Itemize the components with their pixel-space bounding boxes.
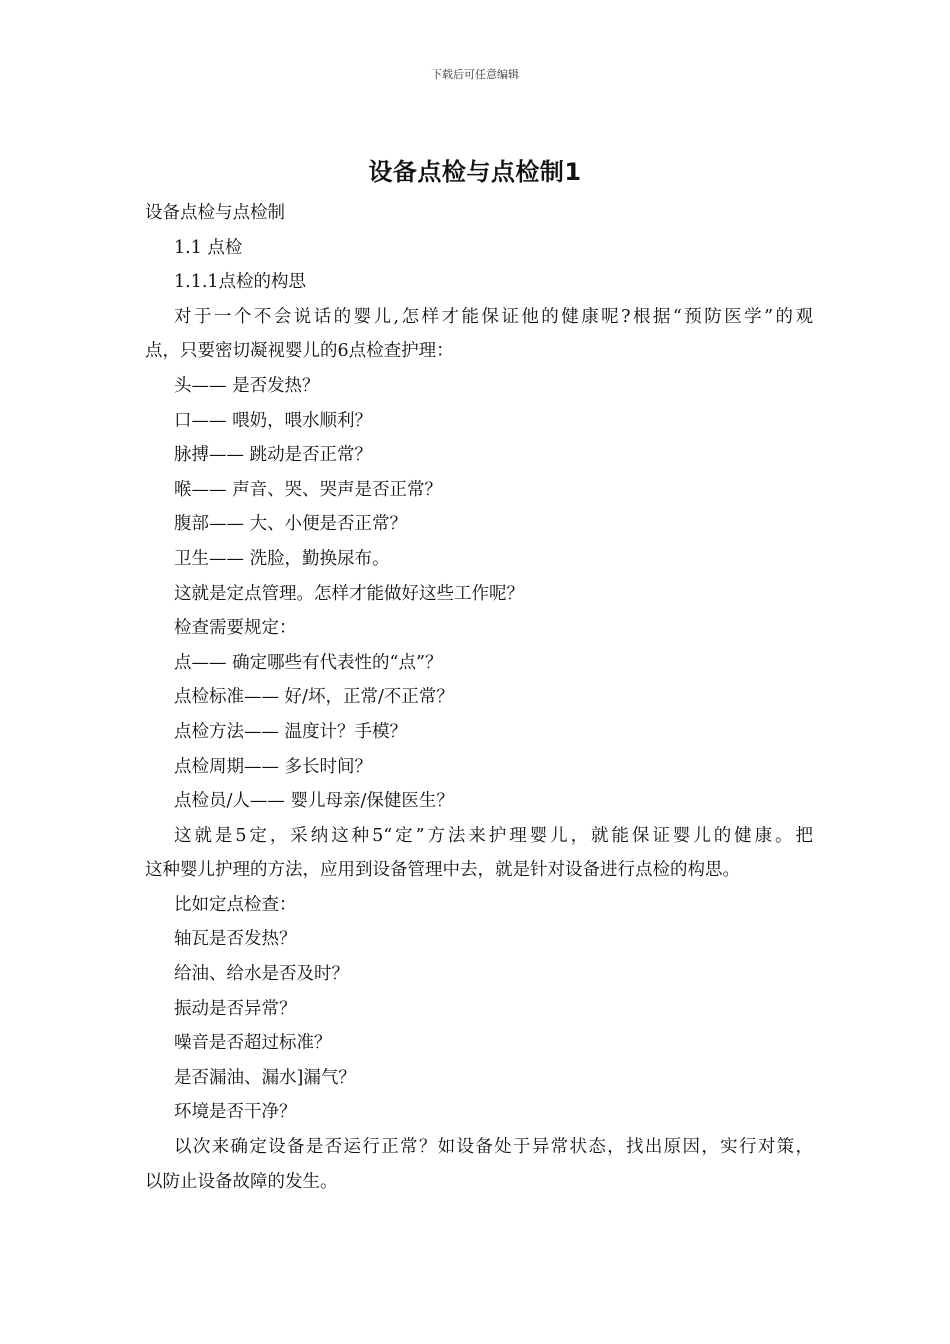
body-line: 这就是5定，采纳这种5“定”方法来护理婴儿，就能保证婴儿的健康。把 — [174, 825, 813, 846]
body-line: 点检标准—— 好/坏，正常/不正常？ — [174, 687, 454, 708]
body-line: 比如定点检查： — [174, 894, 297, 915]
body-line: 给油、给水是否及时？ — [174, 964, 349, 985]
body-line: 脉搏—— 跳动是否正常？ — [174, 445, 373, 466]
body-line: 这种婴儿护理的方法，应用到设备管理中去，就是针对设备进行点检的构思。 — [145, 860, 740, 881]
body-line: 环境是否干净？ — [174, 1102, 297, 1123]
body-line: 检查需要规定： — [174, 618, 297, 639]
body-line: 振动是否异常？ — [174, 998, 297, 1019]
body-line: 噪音是否超过标准？ — [174, 1033, 332, 1054]
page-header-note: 下载后可任意编辑 — [431, 68, 519, 81]
body-line: 以防止设备故障的发生。 — [145, 1171, 338, 1192]
body-line: 是否漏油、漏水]漏气？ — [174, 1067, 356, 1088]
body-line: 1.1 点检 — [174, 237, 243, 258]
document-body — [145, 196, 813, 1199]
body-line: 点—— 确定哪些有代表性的“点”？ — [174, 652, 443, 673]
body-line: 头—— 是否发热？ — [174, 375, 320, 396]
body-line: 卫生—— 洗脸，勤换尿布。 — [174, 548, 390, 569]
body-line: 口—— 喂奶，喂水顺利？ — [174, 410, 373, 431]
body-line: 轴瓦是否发热？ — [174, 929, 297, 950]
body-line: 以次来确定设备是否运行正常？如设备处于异常状态，找出原因，实行对策， — [174, 1137, 813, 1158]
body-line: 对于一个不会说话的婴儿,怎样才能保证他的健康呢?根据“预防医学”的观 — [174, 306, 813, 327]
document-title: 设备点检与点检制1 — [368, 158, 582, 186]
body-line: 点检方法—— 温度计？手模？ — [174, 721, 408, 742]
body-line: 设备点检与点检制 — [145, 203, 285, 223]
body-line: 喉—— 声音、哭、哭声是否正常？ — [174, 479, 443, 500]
body-line: 点，只要密切凝视婴儿的6点检查护理： — [145, 341, 454, 362]
body-line: 这就是定点管理。怎样才能做好这些工作呢？ — [174, 583, 524, 604]
body-line: 腹部—— 大、小便是否正常？ — [174, 514, 408, 535]
body-line: 点检周期—— 多长时间？ — [174, 756, 373, 777]
body-line: 1.1.1点检的构思 — [174, 272, 307, 293]
body-line: 点检员/人—— 婴儿母亲/保健医生？ — [174, 791, 454, 812]
